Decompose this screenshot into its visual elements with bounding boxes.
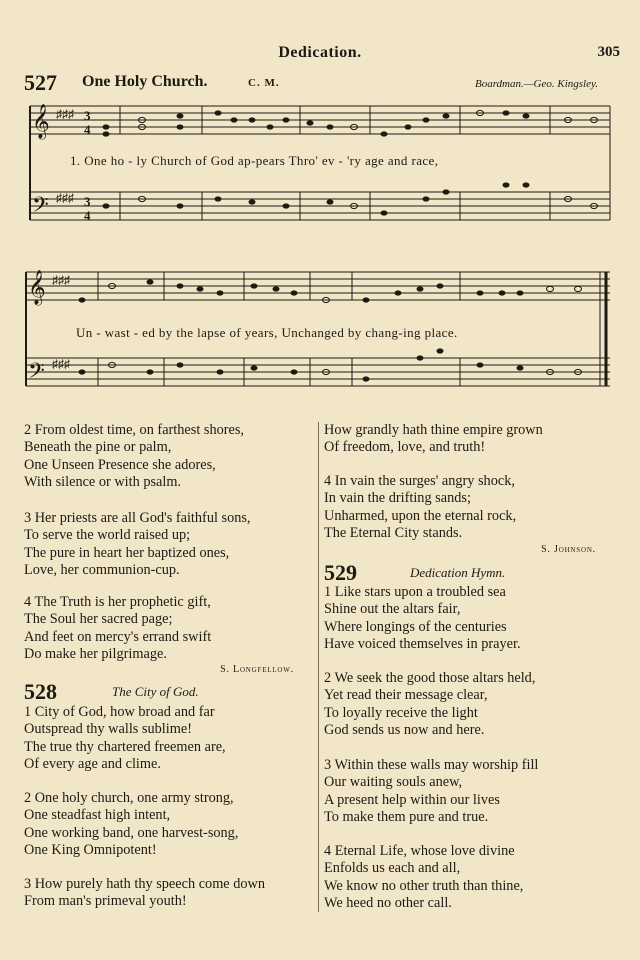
verse-line: Enfolds us each and all, bbox=[324, 860, 461, 877]
page-number: 305 bbox=[597, 44, 620, 60]
verse-line: To make them pure and true. bbox=[324, 808, 489, 825]
verse-line: And feet on mercy's errand swift bbox=[24, 628, 212, 645]
hymn-527-verse-3 bbox=[24, 510, 251, 579]
hymn-527-lyrics-line-2: Un - wast - ed by the lapse of years, Unchanged by chang-ing place. bbox=[76, 325, 458, 340]
running-header: Dedication. bbox=[278, 44, 362, 61]
verse-line: Unharmed, upon the eternal rock, bbox=[324, 507, 517, 524]
verse-line: We heed no other call. bbox=[324, 894, 452, 911]
verse-line: One Unseen Presence she adores, bbox=[24, 456, 216, 473]
hymn-529-verse-1 bbox=[324, 584, 521, 653]
hymn-528-verse-2 bbox=[24, 790, 238, 859]
hymn-527-author: S. Longfellow. bbox=[220, 664, 294, 675]
svg-text:♯♯♯: ♯♯♯ bbox=[56, 191, 74, 205]
hymn-527-verse-4 bbox=[24, 594, 211, 663]
verse-line: 2 One holy church, one army strong, bbox=[24, 790, 234, 806]
verse-line: One steadfast high intent, bbox=[24, 807, 171, 824]
verse-line: Outspread thy walls sublime! bbox=[24, 721, 192, 738]
verse-line: Do make her pilgrimage. bbox=[24, 645, 167, 662]
hymn-527-title: One Holy Church. bbox=[82, 73, 208, 90]
verse-line: Shine out the altars fair, bbox=[324, 601, 461, 618]
verse-line: 4 In vain the surges' angry shock, bbox=[324, 473, 515, 489]
verse-line: Our waiting souls anew, bbox=[324, 774, 463, 791]
verse-line: 3 How purely hath thy speech come down bbox=[24, 876, 266, 892]
verse-line: Of every age and clime. bbox=[24, 755, 161, 772]
verse-line: A present help within our lives bbox=[324, 791, 500, 808]
verse-line: To loyally receive the light bbox=[324, 704, 478, 721]
verse-line: 1 City of God, how broad and far bbox=[24, 704, 215, 720]
column-divider bbox=[318, 422, 319, 912]
verse-line: God sends us now and here. bbox=[324, 721, 485, 738]
hymn-529-verse-3 bbox=[324, 757, 538, 826]
hymn-529-title: Dedication Hymn. bbox=[410, 565, 506, 580]
hymn-528-number: 528 bbox=[24, 679, 57, 704]
hymn-529-number: 529 bbox=[324, 560, 357, 585]
svg-text:3: 3 bbox=[84, 194, 91, 209]
verse-line: 2 From oldest time, on farthest shores, bbox=[24, 422, 244, 438]
svg-text:4: 4 bbox=[84, 208, 91, 223]
verse-line: 3 Her priests are all God's faithful sons, bbox=[24, 510, 251, 526]
verse-line: Where longings of the centuries bbox=[324, 618, 507, 635]
svg-text:♯♯♯: ♯♯♯ bbox=[52, 273, 70, 287]
verse-line: The true thy chartered freemen are, bbox=[24, 738, 226, 755]
verse-line: The Soul her sacred page; bbox=[24, 611, 173, 628]
svg-text:4: 4 bbox=[84, 122, 91, 137]
hymn-527-number: 527 bbox=[24, 70, 57, 95]
verse-line: The Eternal City stands. bbox=[324, 524, 463, 541]
verse-line: 3 Within these walls may worship fill bbox=[324, 757, 539, 773]
hymn-528-verse-1 bbox=[24, 704, 226, 773]
verse-line: Have voiced themselves in prayer. bbox=[324, 635, 521, 652]
verse-line: From man's primeval youth! bbox=[24, 893, 187, 910]
verse-line: 1 Like stars upon a troubled sea bbox=[324, 584, 506, 600]
hymn-529-verse-4 bbox=[324, 843, 523, 912]
verse-line: One working band, one harvest-song, bbox=[24, 824, 239, 841]
verse-line: Yet read their message clear, bbox=[324, 687, 488, 704]
svg-text:𝄢: 𝄢 bbox=[32, 193, 49, 223]
verse-line: Love, her communion-cup. bbox=[24, 561, 180, 578]
verse-line: 2 We seek the good those altars held, bbox=[324, 670, 536, 686]
hymn-528-title: The City of God. bbox=[112, 684, 199, 699]
hymn-529-verse-2 bbox=[324, 670, 535, 739]
verse-line: How grandly hath thine empire grown bbox=[324, 422, 543, 438]
hymn-528-verse-4 bbox=[324, 473, 516, 542]
hymn-527-verse-2 bbox=[24, 422, 244, 491]
hymn-528-verse-3-end bbox=[324, 422, 543, 457]
svg-text:3: 3 bbox=[84, 108, 91, 123]
verse-line: To serve the world raised up; bbox=[24, 527, 191, 544]
hymn-527-tune-credit: Boardman.—Geo. Kingsley. bbox=[474, 78, 598, 90]
svg-text:♯♯♯: ♯♯♯ bbox=[52, 357, 70, 371]
verse-line: The pure in heart her baptized ones, bbox=[24, 544, 230, 561]
verse-line: One King Omnipotent! bbox=[24, 841, 157, 858]
hymn-527-lyrics-line-1: 1. One ho - ly Church of God ap-pears Thro' ev - 'ry age and race, bbox=[70, 153, 439, 168]
hymn-527-meter: C. M. bbox=[248, 77, 280, 89]
hymn-528-author: S. Johnson. bbox=[541, 544, 596, 555]
hymn-528-verse-3-start bbox=[24, 876, 265, 911]
verse-line: 4 Eternal Life, whose love divine bbox=[324, 843, 515, 859]
verse-line: With silence or with psalm. bbox=[24, 473, 182, 490]
svg-text:𝄞: 𝄞 bbox=[28, 270, 46, 305]
verse-line: Of freedom, love, and truth! bbox=[324, 439, 486, 456]
svg-text:♯♯♯: ♯♯♯ bbox=[56, 107, 74, 121]
svg-text:𝄞: 𝄞 bbox=[32, 104, 50, 139]
verse-line: In vain the drifting sands; bbox=[324, 490, 471, 507]
verse-line: Beneath the pine or palm, bbox=[24, 439, 172, 456]
svg-text:𝄢: 𝄢 bbox=[28, 359, 45, 389]
verse-line: 4 The Truth is her prophetic gift, bbox=[24, 594, 211, 610]
verse-line: We know no other truth than thine, bbox=[324, 877, 524, 894]
